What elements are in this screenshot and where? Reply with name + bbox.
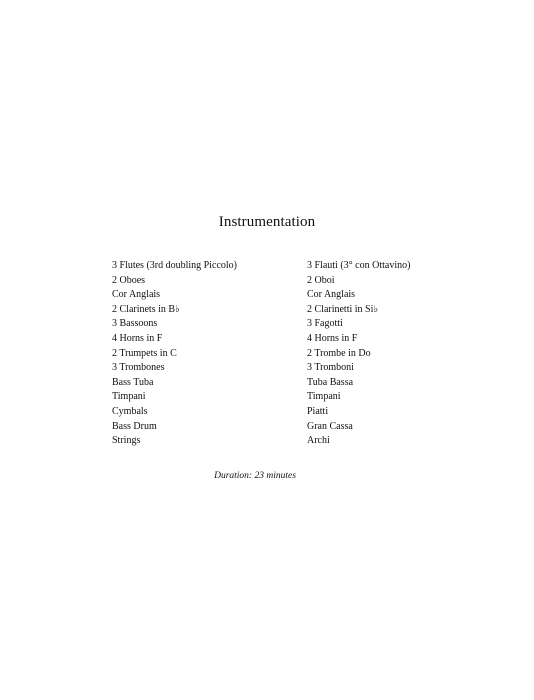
page-title: Instrumentation (218, 214, 316, 230)
instrument-item: 3 Tromboni (307, 362, 354, 374)
instrument-item: Archi (307, 435, 330, 447)
instrument-item: 2 Clarinets in B♭ (112, 303, 180, 315)
instrument-item: 2 Trombe in Do (307, 347, 371, 359)
instrument-item: Bass Tuba (112, 376, 154, 388)
duration-note: Duration: 23 minutes (214, 471, 296, 481)
instrument-item: 2 Clarinetti in Si♭ (307, 303, 379, 315)
instrument-item: 3 Flutes (3rd doubling Piccolo) (112, 260, 237, 271)
instrument-item: 2 Oboes (112, 274, 146, 286)
instrument-item: 2 Oboi (307, 274, 335, 286)
instrument-item: Cor Anglais (112, 289, 161, 301)
instrument-list-italian (307, 259, 410, 449)
instrument-item: Piatti (307, 405, 329, 417)
instrument-item: 3 Trombones (112, 362, 165, 374)
instrument-item: 3 Fagotti (307, 318, 343, 330)
instrument-item: 4 Horns in F (112, 332, 163, 344)
instrument-item: 3 Bassoons (112, 318, 158, 330)
instrument-item: Cor Anglais (307, 289, 356, 301)
instrument-item: Gran Cassa (307, 420, 353, 432)
instrument-item: Timpani (112, 391, 146, 403)
instrument-item: 3 Flauti (3° con Ottavino) (307, 260, 411, 271)
instrument-item: Strings (112, 435, 141, 447)
instrument-item: Timpani (307, 391, 341, 403)
instrument-item: 2 Trumpets in C (112, 347, 177, 359)
instrument-list-english (112, 259, 237, 449)
instrument-item: Cymbals (112, 405, 148, 417)
instrument-item: Tuba Bassa (307, 376, 354, 388)
instrument-item: 4 Horns in F (307, 332, 358, 344)
instrument-item: Bass Drum (112, 420, 157, 432)
